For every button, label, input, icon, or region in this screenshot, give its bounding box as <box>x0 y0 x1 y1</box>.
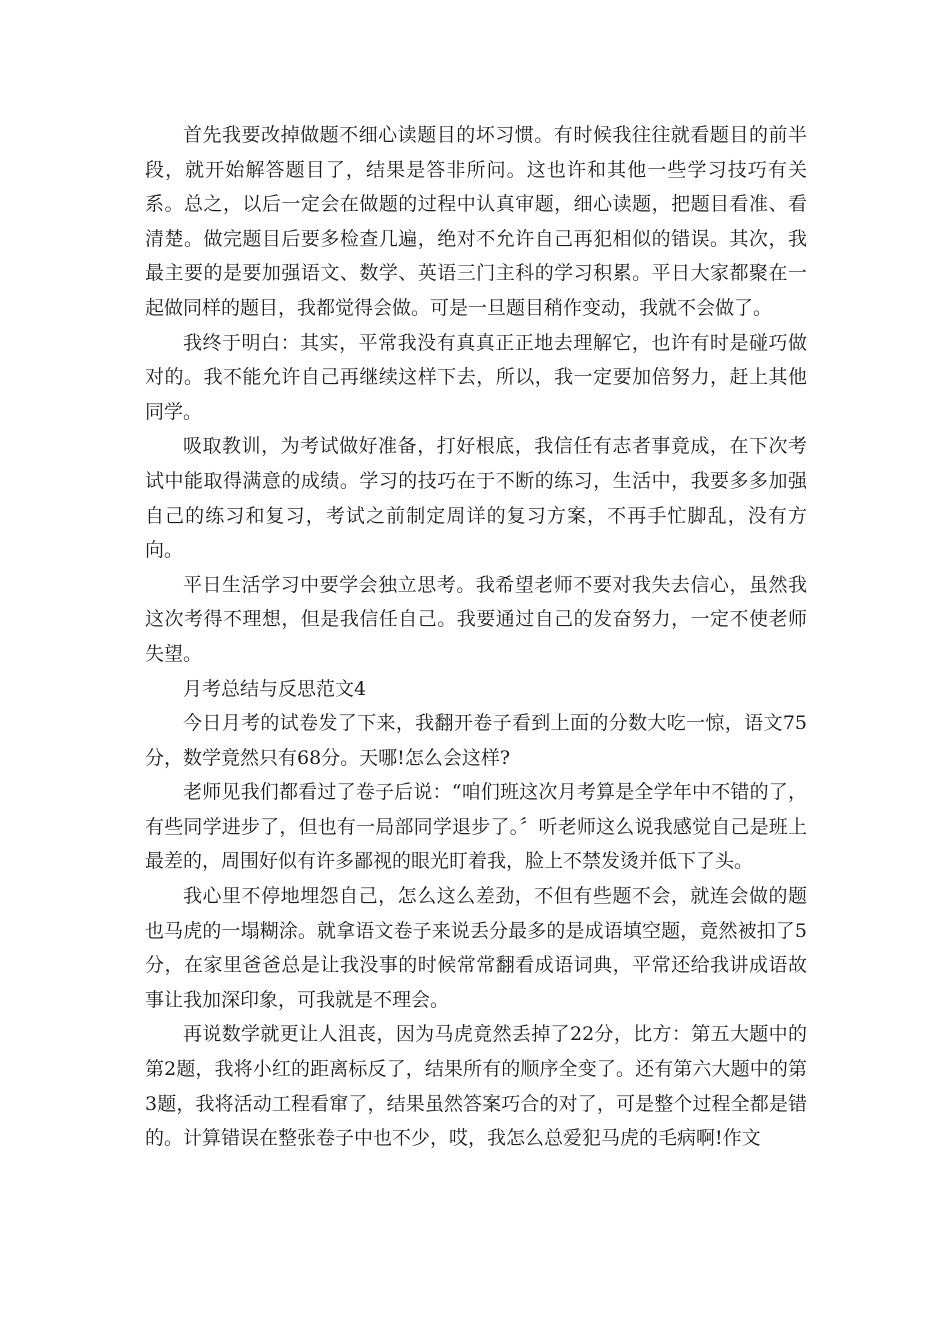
paragraph: 再说数学就更让人沮丧，因为马虎竟然丢掉了22分，比方：第五大题中的第2题，我将小红的距离标反了，结果所有的顺序全变了。还有第六大题中的第3题，我将活动工程看窜了，结果虽然答案巧合的对了，可是整个过程全都是错的。计算错误在整张卷子中也不少，哎，我怎么总爱犯马虎的毛病啊!作文 <box>145 1023 807 1150</box>
paragraph: 吸取教训，为考试做好准备，打好根底，我信任有志者事竟成，在下次考试中能取得满意的成绩。学习的技巧在于不断的练习，生活中，我要多多加强自己的练习和复习，考试之前制定周详的复习方案，不再手忙脚乱，没有方向。 <box>145 435 807 562</box>
paragraph: 平日生活学习中要学会独立思考。我希望老师不要对我失去信心，虽然我这次考得不理想，但是我信任自己。我要通过自己的发奋努力，一定不使老师失望。 <box>145 573 807 665</box>
paragraph: 我心里不停地埋怨自己，怎么这么差劲，不但有些题不会，就连会做的题也马虎的一塌糊涂。就拿语文卷子来说丢分最多的是成语填空题，竟然被扣了5分，在家里爸爸总是让我没事的时候常常翻看成语词典，平常还给我讲成语故事让我加深印象，可我就是不理会。 <box>145 885 807 1011</box>
paragraph: 首先我要改掉做题不细心读题目的坏习惯。有时候我往往就看题目的前半段，就开始解答题目了，结果是答非所问。这也许和其他一些学习技巧有关系。总之，以后一定会在做题的过程中认真审题，细心读题，把题目看准、看清楚。做完题目后要多检查几遍，绝对不允许自己再犯相似的错误。其次，我最主要的是要加强语文、数学、英语三门主科的学习积累。平日大家都聚在一起做同样的题目，我都觉得会做。可是一旦题目稍作变动，我就不会做了。 <box>145 124 807 319</box>
document-body <box>145 118 807 1156</box>
paragraph: 老师见我们都看过了卷子后说：“咱们班这次月考算是全学年中不错的了，有些同学进步了，但也有一局部同学退步了。〞听老师这么说我感觉自己是班上最差的，周围好似有许多鄙视的眼光盯着我，脸上不禁发烫并低下了头。 <box>145 781 807 873</box>
paragraph: 我终于明白：其实，平常我没有真真正正地去理解它，也许有时是碰巧做对的。我不能允许自己再继续这样下去，所以，我一定要加倍努力，赶上其他同学。 <box>145 331 807 423</box>
section-title: 月考总结与反思范文4 <box>183 677 367 700</box>
paragraph: 今日月考的试卷发了下来，我翻开卷子看到上面的分数大吃一惊，语文75分，数学竟然只有68分。天哪!怎么会这样? <box>145 712 807 769</box>
